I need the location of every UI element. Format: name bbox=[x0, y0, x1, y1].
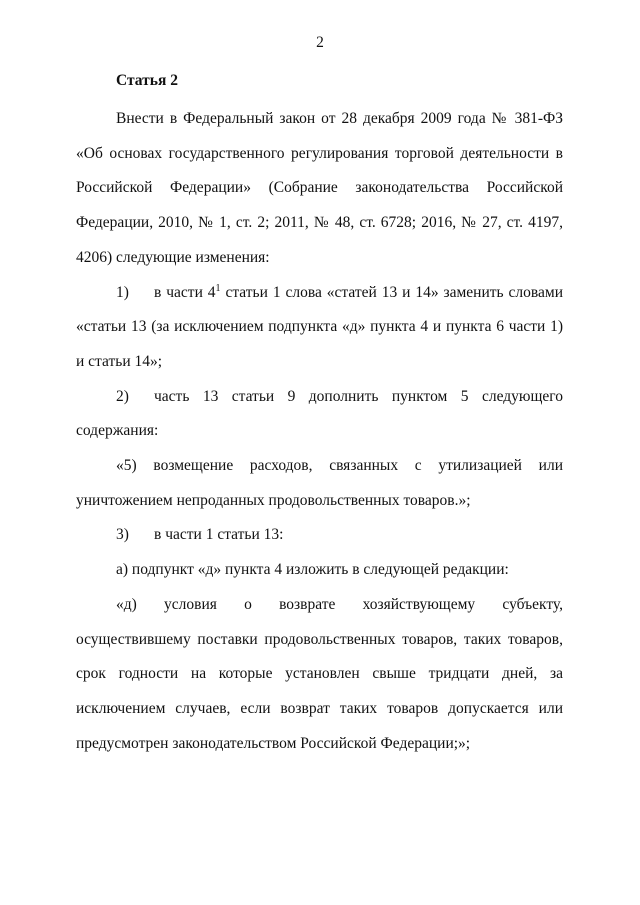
subitem-a-quote: «д) условия о возврате хозяйствующему субъекту, осуществившему поставки продовольственных товаров, таких товаров, срок годности на которые установлен свыше тридцати дней, за исключением случаев, если возврат таких товаров допускается или предусмотрен законодательством Российской Федерации;»; bbox=[76, 595, 563, 752]
item-1-text-b: статьи 1 слова «статей 13 и 14» заменить словами «статьи 13 (за исключением подпункта «д» пункта 4 и пункта 6 части 1) и статьи 14»; bbox=[76, 283, 563, 370]
item-2-text: часть 13 статьи 9 дополнить пунктом 5 следующего содержания: bbox=[76, 387, 563, 440]
intro-paragraph: Внести в Федеральный закон от 28 декабря 2009 года № 381-ФЗ «Об основах государственного регулирования торговой деятельности в Российской Федерации» (Собрание законодательства Российской Федерации, 2010, № 1, ст. 2; 2011, № 48, ст. 6728; 2016, № 27, ст. 4197, 4206) следующие изменения: bbox=[76, 110, 563, 266]
item-2-quote: «5) возмещение расходов, связанных с утилизацией или уничтожением непроданных продовольственных товаров.»; bbox=[76, 457, 563, 509]
list-item-1 bbox=[76, 276, 563, 380]
subitem-a: а) подпункт «д» пункта 4 изложить в следующей редакции: bbox=[116, 561, 509, 579]
item-1-superscript: 1 bbox=[215, 282, 221, 294]
article-body bbox=[76, 102, 563, 761]
article-heading: Статья 2 bbox=[116, 72, 178, 89]
page-number: 2 bbox=[316, 34, 324, 51]
item-number-3: 3) bbox=[116, 526, 129, 544]
item-1-text-a: в части 4 bbox=[154, 283, 216, 301]
list-item-2 bbox=[76, 380, 563, 449]
item-number-1: 1) bbox=[116, 283, 129, 301]
list-item-3 bbox=[76, 518, 563, 553]
item-3-text: в части 1 статьи 13: bbox=[154, 526, 284, 544]
item-number-2: 2) bbox=[116, 387, 129, 405]
